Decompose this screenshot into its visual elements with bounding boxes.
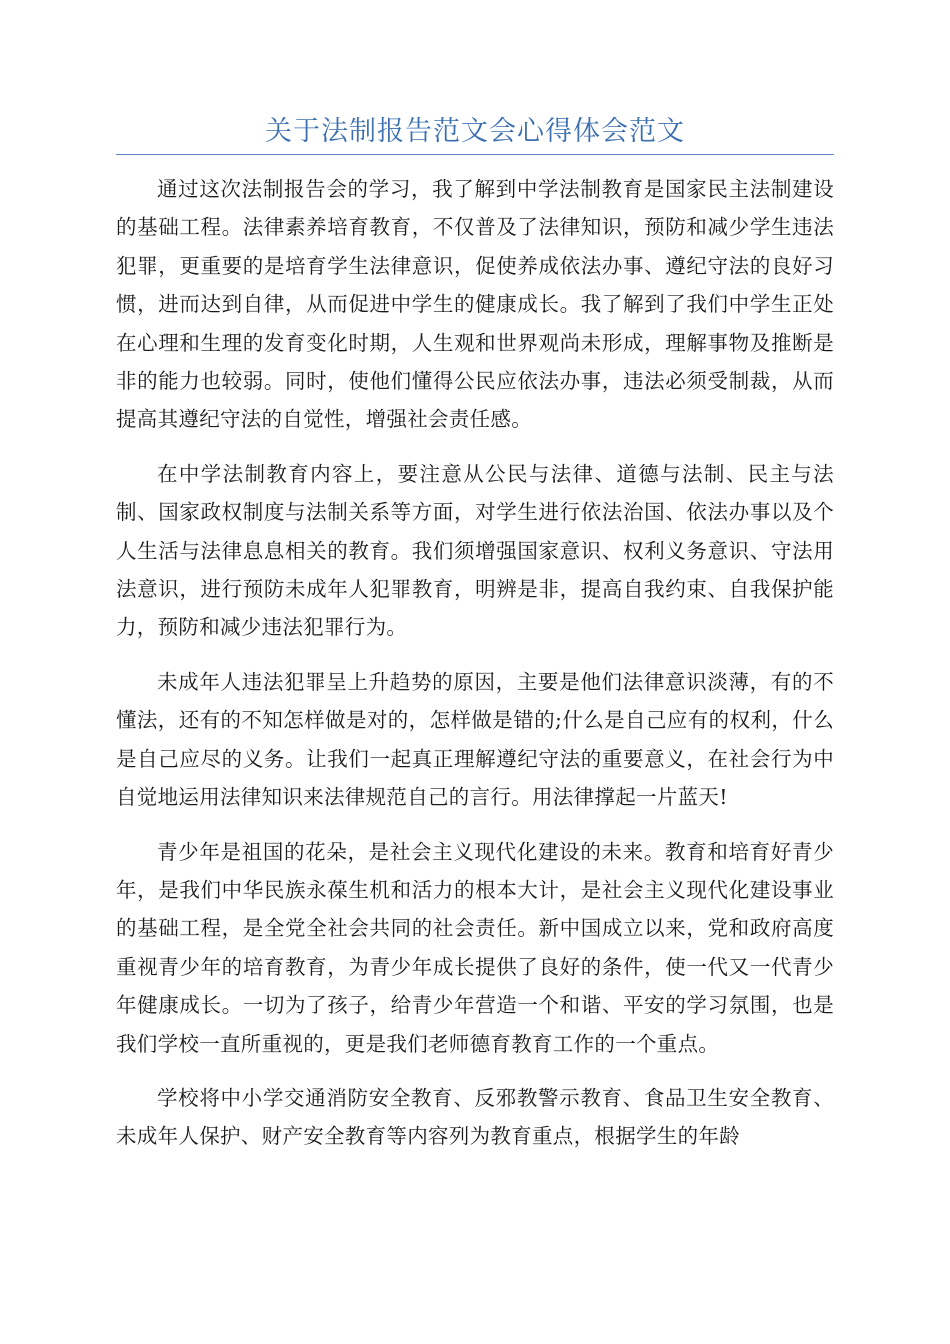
document-body [116,170,834,1172]
paragraph-4: 青少年是祖国的花朵，是社会主义现代化建设的未来。教育和培育好青少年，是我们中华民族永葆生机和活力的根本大计，是社会主义现代化建设事业的基础工程，是全党全社会共同的社会责任。新中国成立以来，党和政府高度重视青少年的培育教育，为青少年成长提供了良好的条件，使一代又一代青少年健康成长。一切为了孩子，给青少年营造一个和谐、平安的学习氛围，也是我们学校一直所重视的，更是我们老师德育教育工作的一个重点。 [116,839,834,1056]
paragraph-2: 在中学法制教育内容上，要注意从公民与法律、道德与法制、民主与法制、国家政权制度与法制关系等方面，对学生进行依法治国、依法办事以及个人生活与法律息息相关的教育。我们须增强国家意识、权利义务意识、守法用法意识，进行预防未成年人犯罪教育，明辨是非，提高自我约束、自我保护能力，预防和减少违法犯罪行为。 [116,461,834,640]
paragraph-3: 未成年人违法犯罪呈上升趋势的原因，主要是他们法律意识淡薄，有的不懂法，还有的不知怎样做是对的，怎样做是错的;什么是自己应有的权利，什么是自己应尽的义务。让我们一起真正理解遵纪守法的重要意义，在社会行为中自觉地运用法律知识来法律规范自己的言行。用法律撑起一片蓝天! [116,669,834,810]
document-title: 关于法制报告范文会心得体会范文 [265,116,685,147]
paragraph-1: 通过这次法制报告会的学习，我了解到中学法制教育是国家民主法制建设的基础工程。法律素养培育教育，不仅普及了法律知识，预防和减少学生违法犯罪，更重要的是培育学生法律意识，促使养成依法办事、遵纪守法的良好习惯，进而达到自律，从而促进中学生的健康成长。我了解到了我们中学生正处在心理和生理的发育变化时期，人生观和世界观尚未形成，理解事物及推断是非的能力也较弱。同时，使他们懂得公民应依法办事，违法必须受制裁，从而提高其遵纪守法的自觉性，增强社会责任感。 [116,177,834,432]
title-underline [116,154,834,155]
paragraph-5: 学校将中小学交通消防安全教育、反邪教警示教育、食品卫生安全教育、未成年人保护、财产安全教育等内容列为教育重点，根据学生的年龄 [116,1085,834,1149]
